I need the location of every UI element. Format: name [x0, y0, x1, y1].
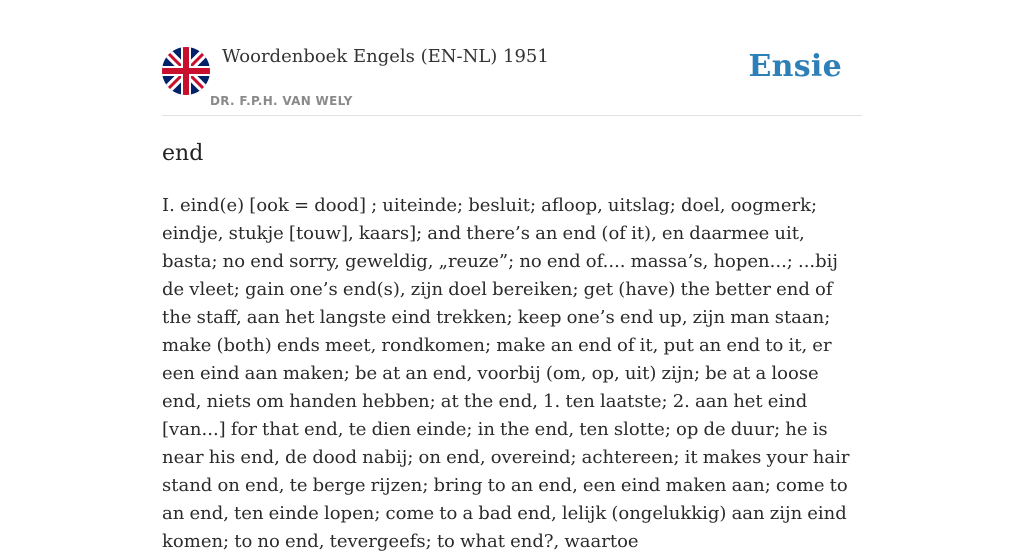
- uk-flag-icon: [162, 47, 210, 95]
- entry-definition: I. eind(e) [ook = dood] ; uiteinde; besluit; afloop, uitslag; doel, oogmerk; eindje, stukje [touw], kaars]; and there’s an end (of it), en daarmee uit, basta; no end sorry, geweldig, „reuze”; no end of.... massa’s, hopen...; ...bij de vleet; gain one’s end(s), zijn doel bereiken; get (have) the better end of the staff, aan het langste eind trekken; keep one’s end up, zijn man staan; make (both) ends meet, rondkomen; make an end of it, put an end to it, er een eind aan maken; be at an end, voorbij (om, op, uit) zijn; be at a loose end, niets om handen hebben; at the end, 1. ten laatste; 2. aan het eind [van...] for that end, te dien einde; in the end, ten slotte; op de duur; he is near his end, de dood nabij; on end, overeind; achtereen; it makes your hair stand on end, te berge rijzen; bring to an end, een eind maken aan; come to an end, ten einde lopen; come to a bad end, lelijk (ongelukkig) aan zijn eind komen; to no end, tevergeefs; to what end?, waartoe: [162, 195, 850, 552]
- dictionary-header: [162, 40, 862, 116]
- dictionary-card: [162, 40, 862, 552]
- entry-headword: end: [162, 141, 204, 166]
- dictionary-title-link[interactable]: Woordenboek Engels (EN-NL) 1951: [222, 46, 549, 67]
- ensie-logo-link[interactable]: Ensie: [748, 49, 842, 84]
- dictionary-author-link[interactable]: DR. F.P.H. VAN WELY: [210, 94, 353, 108]
